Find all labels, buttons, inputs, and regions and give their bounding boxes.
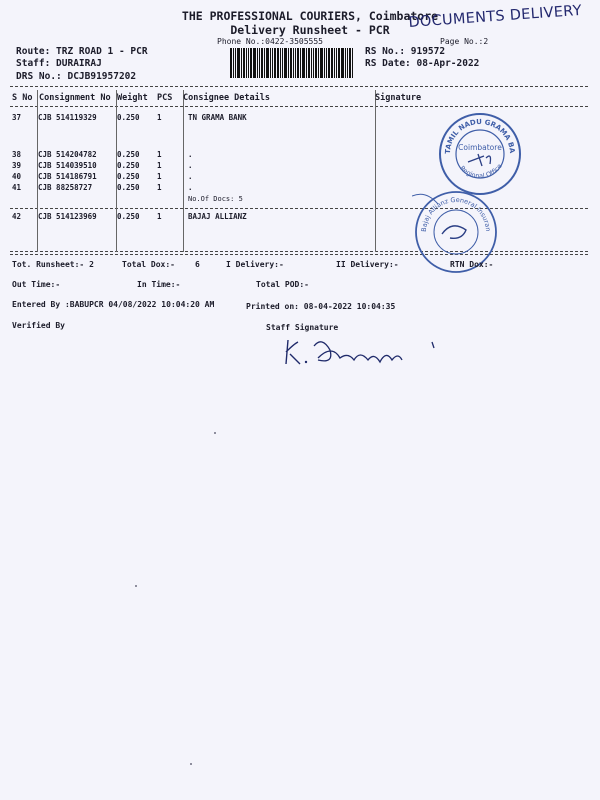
barcode-bar [302, 48, 305, 78]
row-consignee: . [188, 161, 193, 170]
ii-delivery: II Delivery:- [336, 260, 399, 269]
total-pod: Total POD:- [256, 280, 309, 289]
row-sno: 39 [12, 161, 22, 170]
barcode-bar [293, 48, 294, 78]
scan-speck [214, 432, 216, 434]
printed-on: Printed on: 08-04-2022 10:04:35 [246, 302, 396, 311]
bank-stamp-title: TAMIL NADU GRAMA BA [443, 117, 517, 155]
barcode-bar [349, 48, 351, 78]
barcode-bar [250, 48, 252, 78]
barcode-bar [338, 48, 340, 78]
row-consignee: BAJAJ ALLIANZ [188, 212, 247, 221]
row-consignment: CJB 88258727 [38, 183, 93, 192]
row-consignment: CJB 514186791 [38, 172, 97, 181]
row-pcs: 1 [157, 172, 162, 181]
barcode-bar [328, 48, 330, 78]
barcode-bar [274, 48, 276, 78]
col-weight: Weight [117, 93, 148, 103]
col-consignee: Consignee Details [183, 93, 270, 103]
barcode-bar [284, 48, 287, 78]
table-bottom-rule [10, 251, 588, 252]
row-sno: 38 [12, 150, 22, 159]
staff-label: Staff: DURAIRAJ [16, 58, 102, 69]
barcode-bar [264, 48, 265, 78]
barcode-bar [248, 48, 249, 78]
bank-stamp-office: Regional Office [458, 162, 504, 181]
row-weight: 0.250 [117, 212, 140, 221]
barcode-bar [280, 48, 281, 78]
row-weight: 0.250 [117, 161, 140, 170]
barcode-bar [324, 48, 325, 78]
barcode-bar [237, 48, 240, 78]
barcode-bar [235, 48, 236, 78]
row-sno: 37 [12, 113, 22, 122]
scan-speck [135, 585, 137, 587]
barcode-bar [326, 48, 327, 78]
col-signature: Signature [375, 93, 422, 103]
bank-stamp [438, 112, 522, 196]
barcode-bar [320, 48, 323, 78]
barcode-bar [345, 48, 346, 78]
table-header-rule [10, 106, 588, 107]
scan-speck [190, 763, 192, 765]
no-of-docs: No.Of Docs: 5 [188, 195, 243, 203]
barcode-bar [300, 48, 301, 78]
in-time: In Time:- [137, 280, 181, 289]
row-consignment: CJB 514204782 [38, 150, 97, 159]
barcode-bar [306, 48, 307, 78]
barcode-bar [257, 48, 258, 78]
row-consignee: . [188, 183, 193, 192]
row-pcs: 1 [157, 150, 162, 159]
row-weight: 0.250 [117, 150, 140, 159]
barcode-bar [290, 48, 292, 78]
barcode-bar [241, 48, 242, 78]
group-divider [10, 208, 588, 209]
barcode-bar [272, 48, 273, 78]
tot-runsheet: Tot. Runsheet:- 2 [12, 260, 94, 269]
barcode-bar [315, 48, 317, 78]
barcode-bar [261, 48, 263, 78]
barcode-bar [295, 48, 296, 78]
row-pcs: 1 [157, 212, 162, 221]
page-number: Page No.:2 [440, 37, 489, 46]
verified-by: Verified By [12, 321, 65, 330]
barcode-bar [318, 48, 319, 78]
bank-stamp-city: Coimbatore [458, 143, 502, 152]
bajaj-stamp-text: Bajaj Allianz General Insuran [419, 195, 493, 233]
staff-signature-label: Staff Signature [266, 323, 339, 332]
barcode-bar [308, 48, 310, 78]
column-divider [183, 90, 184, 252]
barcode-bar [270, 48, 271, 78]
barcode-bar [246, 48, 247, 78]
barcode-bar [277, 48, 279, 78]
barcode-bar [243, 48, 245, 78]
barcode-bar [230, 48, 232, 78]
row-consignee: . [188, 150, 193, 159]
row-consignee: . [188, 172, 193, 181]
sheet-title: Delivery Runsheet - PCR [230, 23, 390, 37]
row-consignee: TN GRAMA BANK [188, 113, 247, 122]
row-sno: 42 [12, 212, 22, 221]
staff-signature [282, 336, 442, 368]
row-consignment: CJB 514119329 [38, 113, 97, 122]
barcode-bar [311, 48, 312, 78]
out-time: Out Time:- [12, 280, 61, 289]
documents-delivery-stamp: DOCUMENTS DELIVERY [408, 2, 583, 31]
barcode-bar [352, 48, 353, 78]
barcode [230, 48, 354, 78]
row-pcs: 1 [157, 161, 162, 170]
company-title: THE PROFESSIONAL COURIERS, Coimbatore [181, 9, 439, 23]
entered-by: Entered By :BABUPCR 04/08/2022 10:04:20 AM [12, 300, 215, 309]
barcode-bar [288, 48, 289, 78]
col-consignment: Consignment No [39, 93, 111, 103]
barcode-bar [341, 48, 344, 78]
barcode-bar [331, 48, 333, 78]
phone-number: Phone No.:0422-3505555 [217, 37, 323, 46]
table-top-rule [10, 86, 588, 87]
col-pcs: PCS [157, 93, 173, 103]
row-pcs: 1 [157, 113, 162, 122]
rs-number: RS No.: 919572 [365, 46, 446, 57]
i-delivery: I Delivery:- [226, 260, 284, 269]
row-weight: 0.250 [117, 113, 140, 122]
row-consignment: CJB 514039510 [38, 161, 97, 170]
table-bottom-rule-2 [10, 254, 588, 255]
barcode-bar [297, 48, 299, 78]
barcode-bar [253, 48, 256, 78]
route-label: Route: TRZ ROAD 1 - PCR [16, 46, 148, 57]
barcode-bar [313, 48, 314, 78]
row-weight: 0.250 [117, 172, 140, 181]
barcode-bar [334, 48, 335, 78]
rtn-dox: RTN Dox:- [450, 260, 494, 269]
barcode-bar [282, 48, 283, 78]
row-consignment: CJB 514123969 [38, 212, 97, 221]
barcode-bar [259, 48, 260, 78]
total-dox-value: 6 [195, 260, 200, 269]
barcode-bar [266, 48, 269, 78]
barcode-bar [336, 48, 337, 78]
drs-number: DRS No.: DCJB91957202 [16, 71, 137, 82]
row-sno: 41 [12, 183, 22, 192]
barcode-bar [347, 48, 348, 78]
svg-text:Regional Office [458, 162, 503, 180]
total-dox-label: Total Dox:- [122, 260, 175, 269]
row-pcs: 1 [157, 183, 162, 192]
row-weight: 0.250 [117, 183, 140, 192]
column-divider [375, 90, 376, 252]
row-sno: 40 [12, 172, 22, 181]
barcode-bar [233, 48, 234, 78]
rs-date: RS Date: 08-Apr-2022 [365, 58, 480, 69]
col-sno: S No [12, 93, 33, 103]
